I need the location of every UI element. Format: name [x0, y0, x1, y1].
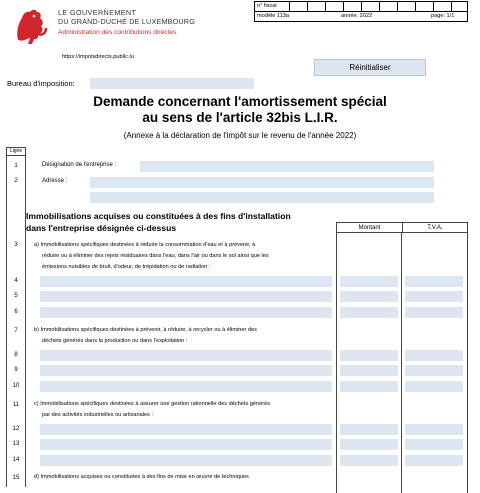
line-13-tva[interactable]	[405, 439, 463, 450]
address-field-1[interactable]	[90, 177, 434, 188]
line-9-tva[interactable]	[405, 365, 463, 376]
line-14-montant[interactable]	[340, 455, 398, 466]
line-9-description[interactable]	[40, 365, 332, 376]
line-number-6: 6	[14, 309, 18, 315]
bureau-field[interactable]	[90, 78, 254, 89]
col-montant: Montant	[358, 225, 381, 231]
line-14-description[interactable]	[40, 455, 332, 466]
line-number-10: 10	[12, 383, 20, 389]
section-title-2: dans l'entreprise désignée ci-dessus	[26, 223, 177, 233]
line-13-description[interactable]	[40, 439, 332, 450]
line-4-description[interactable]	[40, 276, 332, 287]
line-number-15: 15	[12, 475, 20, 481]
line-number-2: 2	[14, 178, 18, 184]
line-number-13: 13	[12, 441, 20, 447]
admin-name: Administration des contributions directes	[58, 29, 177, 36]
gov-line2: DU GRAND-DUCHÉ DE LUXEMBOURG	[58, 17, 195, 26]
section-a-text-3: émissions nuisibles de bruit, d'odeur, de trépidation ou de radiation :	[42, 264, 211, 270]
line-12-montant[interactable]	[340, 424, 398, 435]
section-d-text-1: d) Immobilisations acquises ou constituées à des fins de mise en œuvre de techniques	[34, 474, 249, 480]
line-number-4: 4	[14, 278, 18, 284]
line-12-tva[interactable]	[405, 424, 463, 435]
line-number-3: 3	[14, 242, 18, 248]
line-5-montant[interactable]	[340, 291, 398, 302]
form-title-line2: au sens de l'article 32bis L.I.R.	[142, 110, 338, 125]
line-8-description[interactable]	[40, 350, 332, 361]
line-6-tva[interactable]	[405, 307, 463, 318]
line-4-tva[interactable]	[405, 276, 463, 287]
line-5-tva[interactable]	[405, 291, 463, 302]
bureau-label: Bureau d'imposition:	[7, 79, 75, 88]
designation-field[interactable]	[140, 161, 434, 172]
website-url: https://impotsdirects.public.lu	[62, 54, 134, 60]
gov-line1: LE GOUVERNEMENT	[58, 8, 137, 17]
line-number-11: 11	[12, 402, 20, 408]
line-14-tva[interactable]	[405, 455, 463, 466]
line-number-14: 14	[12, 457, 20, 463]
line-13-montant[interactable]	[340, 439, 398, 450]
address-label: Adresse :	[42, 178, 68, 184]
line-6-montant[interactable]	[340, 307, 398, 318]
nfiscal-label: n° fiscal	[257, 3, 277, 9]
ligne-column	[6, 147, 26, 487]
section-b-text-1: b) Immobilisations spécifiques destinées à prévenir, à réduire, à recycler ou à éliminer des	[34, 327, 257, 333]
line-9-montant[interactable]	[340, 365, 398, 376]
form-subtitle: (Annexe à la déclaration de l'impôt sur le revenu de l'année 2022)	[123, 131, 357, 140]
form-title-line1: Demande concernant l'amortissement spécial	[93, 94, 387, 109]
line-4-montant[interactable]	[340, 276, 398, 287]
model-label: modèle 113a	[257, 13, 289, 19]
address-field-2[interactable]	[90, 192, 434, 203]
section-c-text-2: par des activités industrielles ou artisanales :	[42, 412, 153, 418]
page-label: page: 1/1	[431, 13, 455, 19]
line-number-9: 9	[14, 367, 18, 373]
section-b-text-2: déchets générés dans la production ou dans l'exploitation :	[42, 338, 188, 344]
line-number-7: 7	[14, 328, 18, 334]
line-5-description[interactable]	[40, 291, 332, 302]
line-number-5: 5	[14, 293, 18, 299]
line-10-description[interactable]	[40, 381, 332, 392]
line-8-montant[interactable]	[340, 350, 398, 361]
year-label: année: 2022	[341, 13, 373, 19]
ligne-header: Ligne	[9, 148, 23, 154]
line-6-description[interactable]	[40, 307, 332, 318]
line-number-12: 12	[12, 426, 20, 432]
line-number-1: 1	[14, 163, 18, 169]
luxembourg-lion-logo	[8, 6, 50, 46]
line-10-tva[interactable]	[405, 381, 463, 392]
section-c-text-1: c) Immobilisations spécifiques destinées à assurer une gestion rationnelle des déchets générés	[34, 401, 271, 407]
reset-button[interactable]: Réinitialiser	[314, 59, 426, 76]
designation-label: Désignation de l'entreprise :	[42, 162, 117, 168]
table-header	[336, 222, 468, 233]
col-tva: T.V.A.	[427, 225, 443, 231]
section-title-1: Immobilisations acquises ou constituées à des fins d'installation	[26, 211, 291, 221]
line-8-tva[interactable]	[405, 350, 463, 361]
section-a-text-1: a) Immobilisations spécifiques destinées à réduire la consommation d'eau et à prévenir, à	[34, 242, 256, 248]
nfiscal-grid	[254, 1, 468, 22]
section-a-text-2: réduire ou à éliminer des rejets résiduaires dans l'eau, dans l'air ou dans le sol ainsi que les	[42, 253, 269, 259]
line-number-8: 8	[14, 352, 18, 358]
line-10-montant[interactable]	[340, 381, 398, 392]
line-12-description[interactable]	[40, 424, 332, 435]
